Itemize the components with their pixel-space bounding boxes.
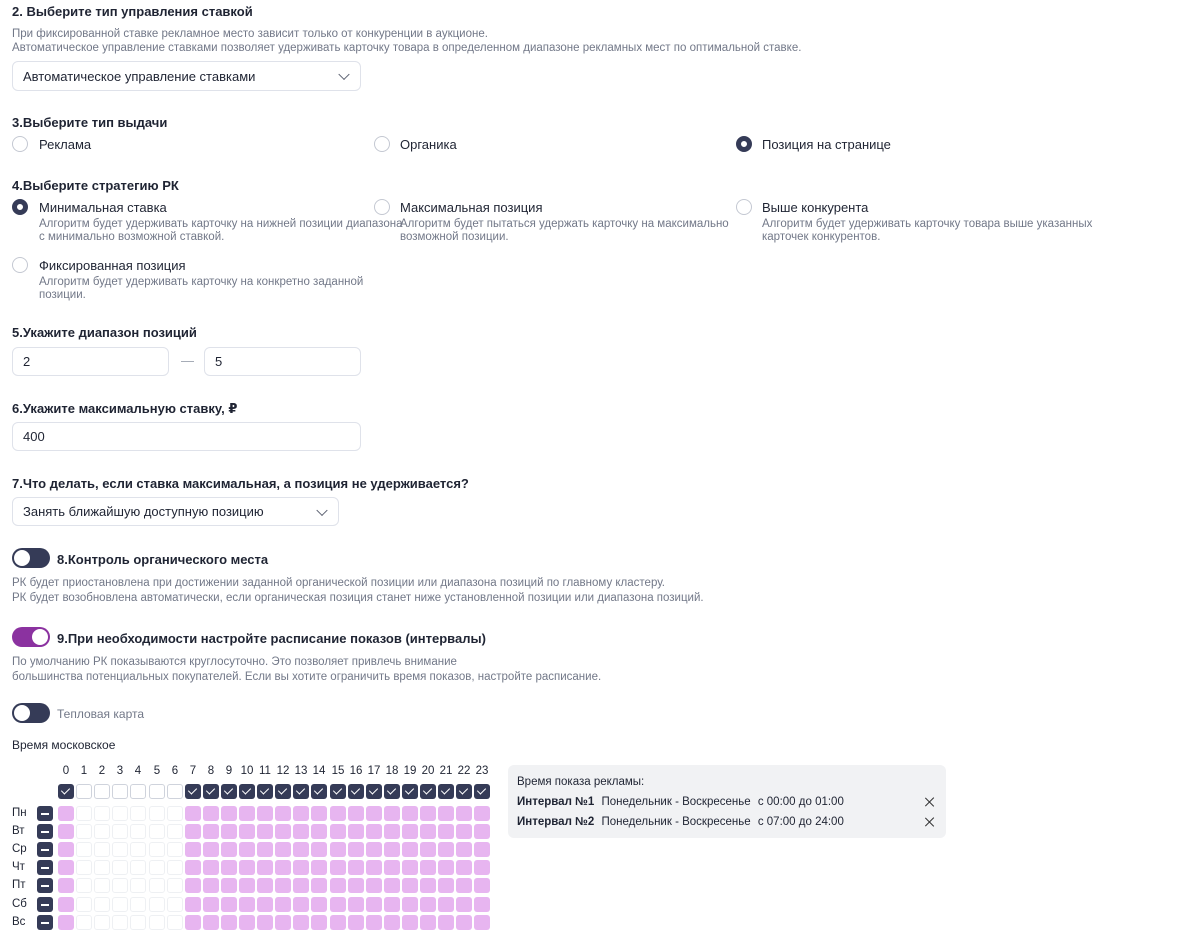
schedule-cell[interactable] <box>76 915 92 930</box>
schedule-cell[interactable] <box>456 842 472 857</box>
close-icon[interactable] <box>925 797 935 807</box>
schedule-cell[interactable] <box>366 806 382 821</box>
placement-radio-page-position[interactable] <box>736 136 752 152</box>
schedule-cell[interactable] <box>130 897 146 912</box>
heatmap-label: Тепловая карта <box>57 707 145 721</box>
interval-time: с 00:00 до 01:00 <box>757 796 844 808</box>
schedule-cell[interactable] <box>293 897 309 912</box>
range-from-input[interactable] <box>12 347 169 376</box>
schedule-cell[interactable] <box>167 915 183 930</box>
schedule-cell[interactable] <box>384 806 400 821</box>
interval-days: Понедельник - Воскресенье <box>601 796 751 808</box>
strategy-label-above-competitor: Выше конкурента <box>762 200 869 215</box>
hour-checkbox[interactable] <box>456 784 472 799</box>
schedule-cell[interactable] <box>366 878 382 893</box>
hour-label: 7 <box>189 765 197 777</box>
schedule-cell[interactable] <box>438 842 454 857</box>
hour-label: 18 <box>385 765 399 777</box>
schedule-cell[interactable] <box>58 842 74 857</box>
strategy-label-max-position: Максимальная позиция <box>400 200 543 215</box>
schedule-cell[interactable] <box>366 824 382 839</box>
hour-checkbox[interactable] <box>474 784 490 799</box>
schedule-cell[interactable] <box>420 860 436 875</box>
hour-label: 20 <box>421 765 435 777</box>
schedule-cell[interactable] <box>311 842 327 857</box>
day-label: Вс <box>12 916 26 928</box>
day-label: Сб <box>12 898 27 910</box>
organic-desc-1: РК будет приостановлена при достижении заданной органической позиции или диапазона позиций по главному кластеру. <box>12 577 666 589</box>
schedule-cell[interactable] <box>348 842 364 857</box>
schedule-cell[interactable] <box>257 878 273 893</box>
schedule-cell[interactable] <box>239 860 255 875</box>
schedule-cell[interactable] <box>221 878 237 893</box>
schedule-cell[interactable] <box>239 842 255 857</box>
bid-type-desc-2: Автоматическое управление ставками позволяет удерживать карточку товара в определенном диапазоне рекламных мест по оптимальной ставке. <box>12 42 802 54</box>
day-label: Пт <box>12 879 26 891</box>
hour-label: 17 <box>367 765 381 777</box>
schedule-cell[interactable] <box>456 806 472 821</box>
schedule-cell[interactable] <box>456 860 472 875</box>
schedule-title: 9.При необходимости настройте расписание показов (интервалы) <box>57 631 486 646</box>
strategy-label-min-bid: Минимальная ставка <box>39 200 167 215</box>
schedule-cell[interactable] <box>348 806 364 821</box>
hour-label: 22 <box>457 765 471 777</box>
day-label: Пн <box>12 807 27 819</box>
strategy-desc-min-bid-1: Алгоритм будет удерживать карточку на нижней позиции диапазона <box>39 218 403 230</box>
schedule-cell[interactable] <box>185 806 201 821</box>
schedule-cell[interactable] <box>149 915 165 930</box>
schedule-cell[interactable] <box>438 824 454 839</box>
schedule-cell[interactable] <box>257 915 273 930</box>
schedule-cell[interactable] <box>474 860 490 875</box>
schedule-cell[interactable] <box>311 878 327 893</box>
max-bid-value: 400 <box>23 429 45 444</box>
schedule-cell[interactable] <box>384 842 400 857</box>
day-label: Чт <box>12 861 25 873</box>
schedule-cell[interactable] <box>275 897 291 912</box>
schedule-cell[interactable] <box>402 897 418 912</box>
hour-checkbox[interactable] <box>257 784 273 799</box>
schedule-cell[interactable] <box>149 860 165 875</box>
fallback-title: 7.Что делать, если ставка максимальная, а позиция не удерживается? <box>12 476 469 491</box>
hour-checkbox[interactable] <box>239 784 255 799</box>
schedule-cell[interactable] <box>239 897 255 912</box>
hour-label: 14 <box>312 765 326 777</box>
hour-checkbox[interactable] <box>149 784 165 799</box>
hour-label: 4 <box>134 765 142 777</box>
schedule-cell[interactable] <box>293 824 309 839</box>
day-label: Ср <box>12 843 27 855</box>
schedule-cell[interactable] <box>330 878 346 893</box>
hour-checkbox[interactable] <box>402 784 418 799</box>
schedule-cell[interactable] <box>275 915 291 930</box>
schedule-cell[interactable] <box>149 842 165 857</box>
schedule-cell[interactable] <box>185 842 201 857</box>
schedule-cell[interactable] <box>167 897 183 912</box>
hour-checkbox[interactable] <box>58 784 74 799</box>
fallback-select[interactable] <box>12 497 339 526</box>
schedule-cell[interactable] <box>94 824 110 839</box>
hour-label: 10 <box>240 765 254 777</box>
schedule-cell[interactable] <box>348 915 364 930</box>
schedule-toggle[interactable] <box>12 627 50 647</box>
schedule-cell[interactable] <box>112 842 128 857</box>
schedule-cell[interactable] <box>438 860 454 875</box>
schedule-cell[interactable] <box>348 878 364 893</box>
placement-label-organic: Органика <box>400 137 457 152</box>
range-title: 5.Укажите диапазон позиций <box>12 325 197 340</box>
interval-time: с 07:00 до 24:00 <box>757 816 844 828</box>
hour-label: 11 <box>259 765 271 777</box>
schedule-cell[interactable] <box>402 824 418 839</box>
strategy-title: 4.Выберите стратегию РК <box>12 178 179 193</box>
schedule-cell[interactable] <box>58 897 74 912</box>
schedule-cell[interactable] <box>130 860 146 875</box>
intervals-title: Время показа рекламы: <box>517 776 645 788</box>
schedule-cell[interactable] <box>203 915 219 930</box>
schedule-cell[interactable] <box>149 897 165 912</box>
day-toggle-minus[interactable] <box>37 842 53 857</box>
strategy-desc-max-position-2: возможной позиции. <box>400 231 509 243</box>
schedule-cell[interactable] <box>257 842 273 857</box>
schedule-cell[interactable] <box>384 915 400 930</box>
hour-label: 13 <box>294 765 308 777</box>
chevron-down-icon <box>316 504 327 515</box>
strategy-radio-min-bid[interactable] <box>12 199 28 215</box>
schedule-cell[interactable] <box>420 824 436 839</box>
schedule-cell[interactable] <box>348 824 364 839</box>
schedule-cell[interactable] <box>438 915 454 930</box>
schedule-cell[interactable] <box>185 915 201 930</box>
schedule-cell[interactable] <box>275 878 291 893</box>
schedule-cell[interactable] <box>149 878 165 893</box>
schedule-cell[interactable] <box>167 824 183 839</box>
hour-label: 15 <box>331 765 345 777</box>
hour-label: 23 <box>475 765 489 777</box>
schedule-cell[interactable] <box>384 860 400 875</box>
hour-checkbox[interactable] <box>384 784 400 799</box>
placement-title: 3.Выберите тип выдачи <box>12 115 168 130</box>
schedule-cell[interactable] <box>221 860 237 875</box>
range-separator: — <box>181 353 194 368</box>
schedule-cell[interactable] <box>76 842 92 857</box>
schedule-cell[interactable] <box>257 897 273 912</box>
schedule-cell[interactable] <box>402 860 418 875</box>
strategy-desc-above-competitor-1: Алгоритм будет удерживать карточку товара выше указанных <box>762 218 1093 230</box>
hour-label: 2 <box>98 765 106 777</box>
schedule-cell[interactable] <box>420 842 436 857</box>
heatmap-toggle[interactable] <box>12 703 50 723</box>
schedule-cell[interactable] <box>76 806 92 821</box>
schedule-cell[interactable] <box>112 824 128 839</box>
day-toggle-minus[interactable] <box>37 915 53 930</box>
schedule-cell[interactable] <box>76 878 92 893</box>
organic-title: 8.Контроль органического места <box>57 552 269 567</box>
strategy-desc-max-position-1: Алгоритм будет пытаться удержать карточку на максимально <box>400 218 729 230</box>
schedule-cell[interactable] <box>474 878 490 893</box>
schedule-cell[interactable] <box>311 915 327 930</box>
schedule-cell[interactable] <box>167 806 183 821</box>
schedule-cell[interactable] <box>438 897 454 912</box>
schedule-cell[interactable] <box>402 915 418 930</box>
schedule-cell[interactable] <box>474 824 490 839</box>
schedule-cell[interactable] <box>474 806 490 821</box>
organic-control-toggle[interactable] <box>12 548 50 568</box>
schedule-cell[interactable] <box>384 897 400 912</box>
schedule-cell[interactable] <box>330 824 346 839</box>
hour-label: 1 <box>80 765 88 777</box>
hour-label: 12 <box>276 765 290 777</box>
schedule-cell[interactable] <box>76 824 92 839</box>
schedule-cell[interactable] <box>330 897 346 912</box>
organic-desc-2: РК будет возобновлена автоматически, если органическая позиция станет ниже установленной позиции или диапазона позиций. <box>12 592 704 604</box>
schedule-cell[interactable] <box>474 897 490 912</box>
hour-label: 3 <box>116 765 124 777</box>
schedule-cell[interactable] <box>203 878 219 893</box>
interval-days: Понедельник - Воскресенье <box>601 816 751 828</box>
schedule-cell[interactable] <box>221 806 237 821</box>
schedule-cell[interactable] <box>58 878 74 893</box>
schedule-cell[interactable] <box>203 842 219 857</box>
schedule-cell[interactable] <box>402 878 418 893</box>
hour-label: 6 <box>171 765 179 777</box>
schedule-cell[interactable] <box>275 806 291 821</box>
schedule-cell[interactable] <box>94 897 110 912</box>
schedule-cell[interactable] <box>348 897 364 912</box>
hour-label: 19 <box>403 765 417 777</box>
schedule-cell[interactable] <box>311 860 327 875</box>
schedule-cell[interactable] <box>366 897 382 912</box>
schedule-cell[interactable] <box>185 897 201 912</box>
schedule-cell[interactable] <box>167 842 183 857</box>
schedule-cell[interactable] <box>203 806 219 821</box>
schedule-cell[interactable] <box>130 915 146 930</box>
schedule-cell[interactable] <box>311 824 327 839</box>
schedule-cell[interactable] <box>239 824 255 839</box>
max-bid-input[interactable] <box>12 422 361 451</box>
strategy-desc-above-competitor-2: карточек конкурентов. <box>762 231 881 243</box>
schedule-cell[interactable] <box>94 915 110 930</box>
schedule-cell[interactable] <box>58 915 74 930</box>
schedule-cell[interactable] <box>293 878 309 893</box>
hour-checkbox[interactable] <box>130 784 146 799</box>
placement-radio-ads[interactable] <box>12 136 28 152</box>
schedule-cell[interactable] <box>112 860 128 875</box>
hour-checkbox[interactable] <box>348 784 364 799</box>
schedule-cell[interactable] <box>293 806 309 821</box>
schedule-cell[interactable] <box>384 824 400 839</box>
schedule-cell[interactable] <box>112 897 128 912</box>
schedule-cell[interactable] <box>293 860 309 875</box>
placement-radio-organic[interactable] <box>374 136 390 152</box>
hour-checkbox[interactable] <box>420 784 436 799</box>
schedule-cell[interactable] <box>456 897 472 912</box>
schedule-cell[interactable] <box>221 824 237 839</box>
schedule-cell[interactable] <box>94 842 110 857</box>
hour-label: 16 <box>349 765 363 777</box>
max-bid-title: 6.Укажите максимальную ставку, ₽ <box>12 401 238 416</box>
close-icon[interactable] <box>925 817 935 827</box>
strategy-radio-max-position[interactable] <box>374 199 390 215</box>
fallback-select-value: Занять ближайшую доступную позицию <box>23 504 264 519</box>
schedule-cell[interactable] <box>239 806 255 821</box>
chevron-down-icon <box>338 69 349 80</box>
hour-checkbox[interactable] <box>311 784 327 799</box>
schedule-cell[interactable] <box>330 915 346 930</box>
schedule-cell[interactable] <box>130 806 146 821</box>
schedule-cell[interactable] <box>384 878 400 893</box>
bid-type-select[interactable] <box>12 61 361 91</box>
schedule-cell[interactable] <box>58 824 74 839</box>
strategy-desc-fixed-position-1: Алгоритм будет удерживать карточку на конкретно заданной <box>39 276 364 288</box>
day-label: Вт <box>12 825 25 837</box>
schedule-cell[interactable] <box>420 878 436 893</box>
bid-type-desc-1: При фиксированной ставке рекламное место зависит только от конкуренции в аукционе. <box>12 28 488 40</box>
schedule-cell[interactable] <box>348 860 364 875</box>
schedule-cell[interactable] <box>257 806 273 821</box>
hour-label: 5 <box>153 765 161 777</box>
schedule-cell[interactable] <box>185 824 201 839</box>
schedule-cell[interactable] <box>130 878 146 893</box>
schedule-cell[interactable] <box>293 842 309 857</box>
day-toggle-minus[interactable] <box>37 878 53 893</box>
day-toggle-minus[interactable] <box>37 824 53 839</box>
hour-label: 9 <box>225 765 233 777</box>
schedule-cell[interactable] <box>402 842 418 857</box>
strategy-desc-fixed-position-2: позиции. <box>39 289 86 301</box>
schedule-cell[interactable] <box>420 915 436 930</box>
hour-checkbox[interactable] <box>112 784 128 799</box>
placement-label-ads: Реклама <box>39 137 92 152</box>
schedule-cell[interactable] <box>239 915 255 930</box>
timezone-label: Время московское <box>12 738 116 752</box>
schedule-cell[interactable] <box>58 860 74 875</box>
schedule-cell[interactable] <box>130 842 146 857</box>
schedule-cell[interactable] <box>185 878 201 893</box>
schedule-cell[interactable] <box>257 824 273 839</box>
hour-checkbox[interactable] <box>203 784 219 799</box>
schedule-cell[interactable] <box>311 897 327 912</box>
hour-checkbox[interactable] <box>167 784 183 799</box>
schedule-cell[interactable] <box>149 824 165 839</box>
interval-name: Интервал №1 <box>517 796 595 808</box>
strategy-radio-above-competitor[interactable] <box>736 199 752 215</box>
range-to-input[interactable] <box>204 347 361 376</box>
hour-checkbox[interactable] <box>366 784 382 799</box>
hour-checkbox[interactable] <box>275 784 291 799</box>
hour-label: 8 <box>207 765 215 777</box>
hour-checkbox[interactable] <box>94 784 110 799</box>
schedule-cell[interactable] <box>293 915 309 930</box>
placement-label-page-position: Позиция на странице <box>762 137 891 152</box>
interval-name: Интервал №2 <box>517 816 595 828</box>
schedule-cell[interactable] <box>366 842 382 857</box>
interval-row-2 <box>517 816 844 828</box>
schedule-cell[interactable] <box>456 915 472 930</box>
schedule-cell[interactable] <box>311 806 327 821</box>
interval-row-1 <box>517 796 844 808</box>
schedule-cell[interactable] <box>402 806 418 821</box>
range-to-value: 5 <box>215 354 223 369</box>
schedule-cell[interactable] <box>257 860 273 875</box>
schedule-cell[interactable] <box>456 824 472 839</box>
schedule-cell[interactable] <box>438 806 454 821</box>
hour-checkbox[interactable] <box>293 784 309 799</box>
schedule-cell[interactable] <box>203 824 219 839</box>
schedule-cell[interactable] <box>221 915 237 930</box>
hour-checkbox[interactable] <box>330 784 346 799</box>
intervals-panel <box>508 765 946 838</box>
schedule-cell[interactable] <box>76 897 92 912</box>
schedule-cell[interactable] <box>112 806 128 821</box>
schedule-cell[interactable] <box>420 806 436 821</box>
day-toggle-minus[interactable] <box>37 860 53 875</box>
range-from-value: 2 <box>23 354 31 369</box>
schedule-cell[interactable] <box>112 915 128 930</box>
hour-checkbox[interactable] <box>438 784 454 799</box>
schedule-cell[interactable] <box>112 878 128 893</box>
schedule-cell[interactable] <box>221 897 237 912</box>
schedule-cell[interactable] <box>275 824 291 839</box>
schedule-cell[interactable] <box>221 842 237 857</box>
schedule-cell[interactable] <box>203 897 219 912</box>
hour-label: 0 <box>62 765 70 777</box>
schedule-cell[interactable] <box>94 878 110 893</box>
schedule-cell[interactable] <box>58 806 74 821</box>
strategy-label-fixed-position: Фиксированная позиция <box>39 258 186 273</box>
schedule-cell[interactable] <box>438 878 454 893</box>
schedule-cell[interactable] <box>130 824 146 839</box>
schedule-cell[interactable] <box>239 878 255 893</box>
schedule-cell[interactable] <box>420 897 436 912</box>
schedule-cell[interactable] <box>330 842 346 857</box>
schedule-cell[interactable] <box>366 860 382 875</box>
day-toggle-minus[interactable] <box>37 897 53 912</box>
schedule-cell[interactable] <box>366 915 382 930</box>
schedule-cell[interactable] <box>275 842 291 857</box>
strategy-desc-min-bid-2: с минимально возможной ставкой. <box>39 231 225 243</box>
schedule-cell[interactable] <box>330 860 346 875</box>
schedule-cell[interactable] <box>167 878 183 893</box>
hour-checkbox[interactable] <box>185 784 201 799</box>
hour-checkbox[interactable] <box>76 784 92 799</box>
schedule-cell[interactable] <box>94 806 110 821</box>
schedule-cell[interactable] <box>185 860 201 875</box>
hour-label: 21 <box>439 765 453 777</box>
schedule-cell[interactable] <box>94 860 110 875</box>
schedule-cell[interactable] <box>76 860 92 875</box>
schedule-cell[interactable] <box>474 842 490 857</box>
bid-type-title: 2. Выберите тип управления ставкой <box>12 4 253 19</box>
schedule-desc-2: большинства потенциальных покупателей. Если вы хотите ограничить время показов, настройте расписание. <box>12 671 602 683</box>
schedule-cell[interactable] <box>474 915 490 930</box>
schedule-cell[interactable] <box>167 860 183 875</box>
strategy-radio-fixed-position[interactable] <box>12 257 28 273</box>
hour-checkbox[interactable] <box>221 784 237 799</box>
bid-type-select-value: Автоматическое управление ставками <box>23 68 256 84</box>
schedule-cell[interactable] <box>203 860 219 875</box>
schedule-desc-1: По умолчанию РК показываются круглосуточно. Это позволяет привлечь внимание <box>12 656 457 668</box>
schedule-cell[interactable] <box>330 806 346 821</box>
schedule-cell[interactable] <box>275 860 291 875</box>
schedule-cell[interactable] <box>149 806 165 821</box>
day-toggle-minus[interactable] <box>37 806 53 821</box>
schedule-cell[interactable] <box>456 878 472 893</box>
